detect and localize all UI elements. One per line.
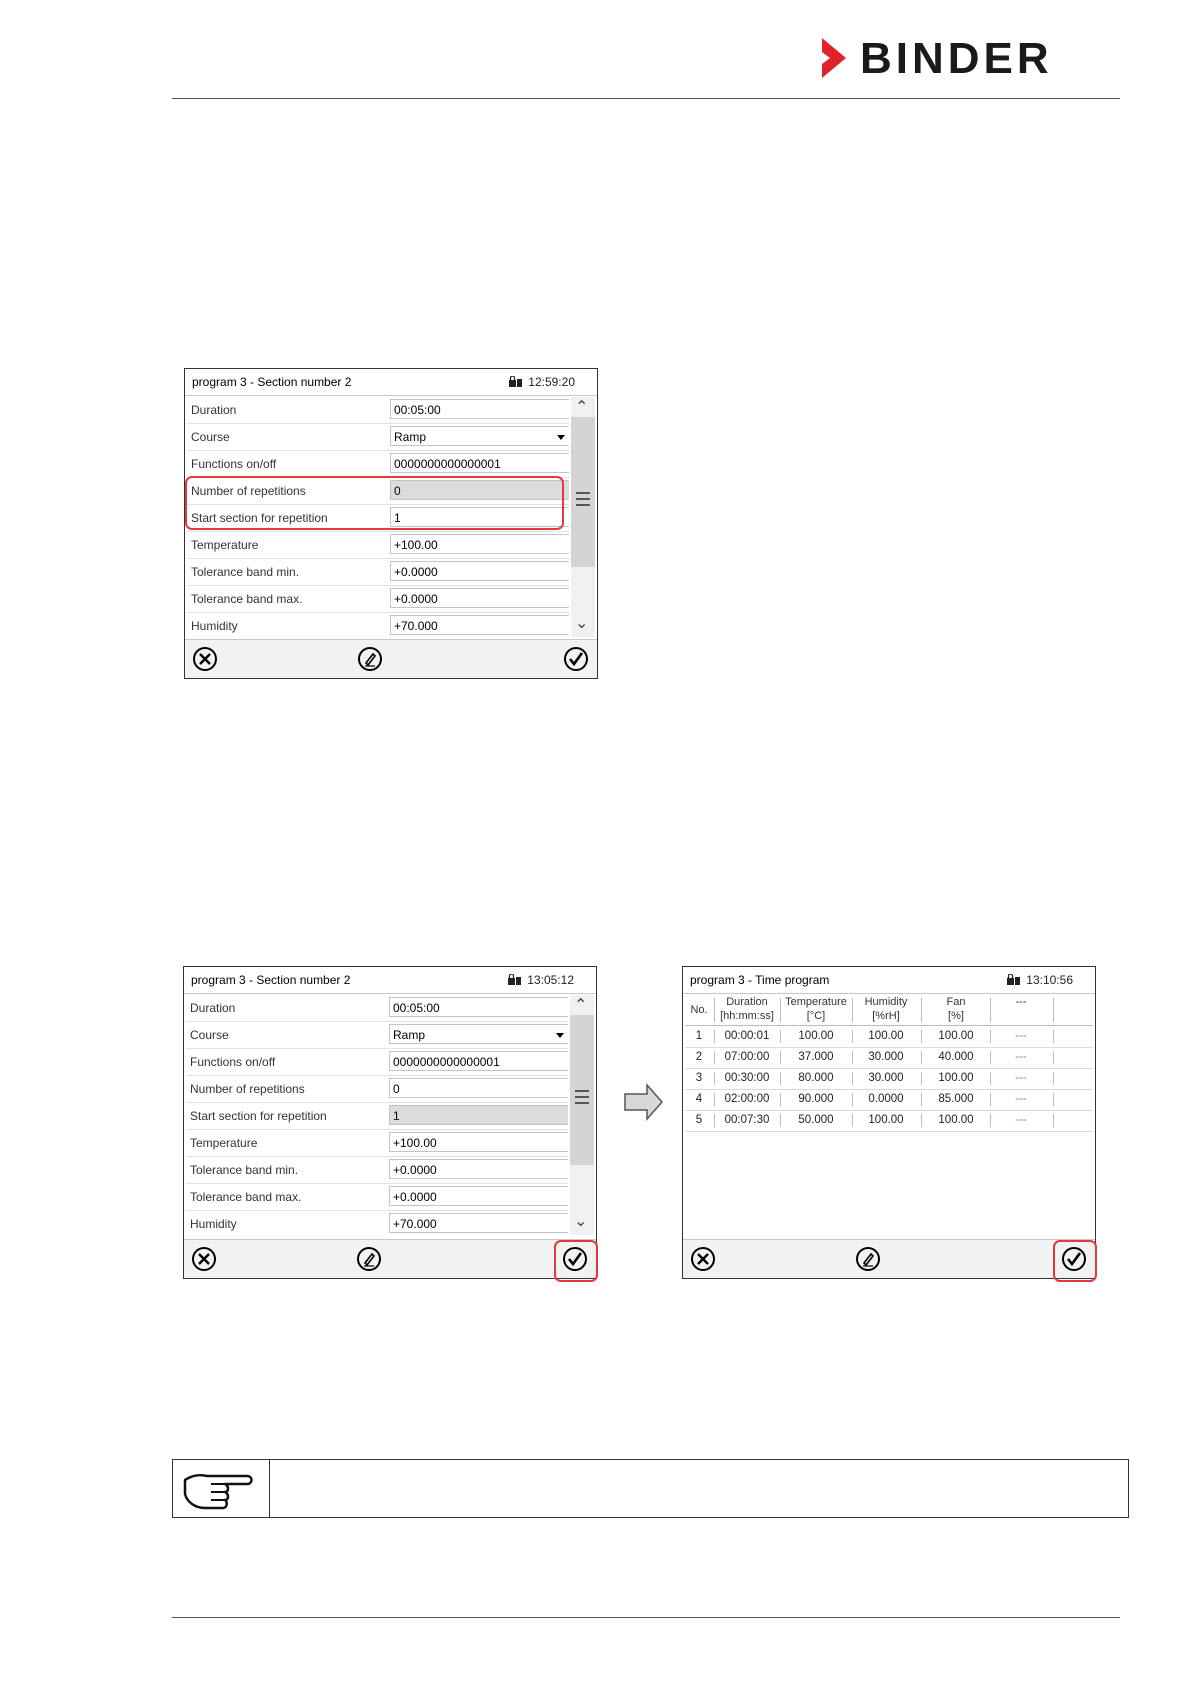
course-select[interactable] xyxy=(389,1024,568,1044)
table-row[interactable] xyxy=(685,1090,1093,1111)
column-header-no: No. xyxy=(690,1004,708,1016)
row-functions[interactable] xyxy=(187,451,569,478)
column-header-extra: --- xyxy=(1015,996,1027,1008)
row-label: Number of repetitions xyxy=(191,484,306,498)
cell-extra: --- xyxy=(1015,1072,1027,1084)
column-separator xyxy=(921,1051,922,1064)
column-separator xyxy=(714,998,715,1022)
cell-extra: --- xyxy=(1015,1030,1027,1042)
column-separator xyxy=(852,1114,853,1127)
cell-extra: --- xyxy=(1015,1093,1027,1105)
row-humidity[interactable] xyxy=(187,613,569,635)
row-tol-max[interactable] xyxy=(187,586,569,613)
scroll-down-icon[interactable]: ⌄ xyxy=(575,615,589,632)
header-rule xyxy=(172,98,1120,99)
column-separator xyxy=(1053,1114,1054,1127)
column-header-temperature xyxy=(781,995,851,1023)
row-label: Number of repetitions xyxy=(190,1082,305,1096)
section-edit-screen-2 xyxy=(183,966,597,1279)
cell-duration: 00:30:00 xyxy=(724,1072,770,1084)
lock-icon xyxy=(508,974,521,985)
column-unit: [°C] xyxy=(806,1010,826,1022)
brand-name: BINDER xyxy=(860,34,1053,83)
cell-no: 3 xyxy=(695,1072,703,1084)
course-value: Ramp xyxy=(394,430,427,444)
row-humidity[interactable] xyxy=(186,1211,568,1233)
column-separator xyxy=(990,1051,991,1064)
binder-logo xyxy=(820,34,1120,83)
confirm-highlight xyxy=(554,1240,598,1282)
scroll-down-icon[interactable]: ⌄ xyxy=(574,1213,588,1230)
column-separator xyxy=(714,1072,715,1085)
row-functions[interactable] xyxy=(186,1049,568,1076)
cell-duration: 00:07:30 xyxy=(724,1114,770,1126)
edit-icon[interactable] xyxy=(357,646,383,672)
row-course[interactable] xyxy=(187,424,569,451)
column-separator xyxy=(921,1114,922,1127)
cell-humidity: 0.0000 xyxy=(868,1093,904,1105)
row-label: Functions on/off xyxy=(191,457,277,471)
cell-temperature: 100.00 xyxy=(798,1030,834,1042)
cancel-icon[interactable] xyxy=(191,1246,217,1272)
cell-humidity: 30.000 xyxy=(868,1051,904,1063)
humidity-field[interactable]: +70.000 xyxy=(389,1213,568,1233)
screen-title-bar xyxy=(683,967,1095,994)
screen-title-bar xyxy=(185,369,597,396)
note-box xyxy=(172,1459,1129,1518)
cancel-icon[interactable] xyxy=(690,1246,716,1272)
column-separator xyxy=(714,1051,715,1064)
cell-fan: 85.000 xyxy=(938,1093,974,1105)
row-label: Tolerance band min. xyxy=(191,565,300,579)
footer-rule xyxy=(172,1617,1120,1618)
right-arrow-icon xyxy=(622,1082,664,1122)
table-row[interactable] xyxy=(685,1048,1093,1069)
dropdown-arrow-icon xyxy=(557,435,565,440)
column-separator xyxy=(990,1093,991,1106)
cell-humidity: 100.00 xyxy=(868,1114,904,1126)
scroll-up-icon[interactable]: ⌃ xyxy=(574,997,588,1014)
cell-humidity: 100.00 xyxy=(868,1030,904,1042)
cell-no: 4 xyxy=(695,1093,703,1105)
row-label: Tolerance band min. xyxy=(190,1163,299,1177)
scroll-up-icon[interactable]: ⌃ xyxy=(575,399,589,416)
lock-icon xyxy=(509,376,522,387)
column-separator xyxy=(780,1114,781,1127)
column-separator xyxy=(990,1114,991,1127)
start-section-field[interactable]: 1 xyxy=(389,1105,568,1125)
column-separator xyxy=(1053,1051,1054,1064)
column-title: Humidity xyxy=(864,996,908,1008)
temperature-field[interactable]: +100.00 xyxy=(389,1132,568,1152)
cell-fan: 40.000 xyxy=(938,1051,974,1063)
cell-fan: 100.00 xyxy=(938,1072,974,1084)
menu-icon[interactable] xyxy=(576,492,590,506)
duration-field[interactable]: 00:05:00 xyxy=(390,399,569,419)
column-unit: [%] xyxy=(948,1010,964,1022)
start-section-field[interactable]: 1 xyxy=(390,507,569,527)
cell-temperature: 50.000 xyxy=(798,1114,834,1126)
scrollbar[interactable] xyxy=(570,995,594,1235)
row-label: Tolerance band max. xyxy=(190,1190,302,1204)
column-header-fan xyxy=(923,995,989,1023)
column-title: Fan xyxy=(946,996,966,1008)
row-label: Temperature xyxy=(190,1136,258,1150)
scrollbar[interactable] xyxy=(571,397,595,637)
table-row[interactable] xyxy=(685,1111,1093,1132)
column-separator xyxy=(1053,998,1054,1022)
cell-extra: --- xyxy=(1015,1051,1027,1063)
cell-temperature: 80.000 xyxy=(798,1072,834,1084)
edit-icon[interactable] xyxy=(356,1246,382,1272)
tolerance-max-field[interactable]: +0.0000 xyxy=(389,1186,568,1206)
confirm-icon[interactable] xyxy=(563,646,589,672)
cell-extra: --- xyxy=(1015,1114,1027,1126)
table-header xyxy=(685,995,1093,1026)
row-label: Course xyxy=(190,1028,229,1042)
column-separator xyxy=(852,1051,853,1064)
column-separator xyxy=(714,1114,715,1127)
clock: 13:05:12 xyxy=(527,973,574,987)
column-separator xyxy=(921,1030,922,1043)
bottom-bar xyxy=(683,1239,1095,1278)
column-separator xyxy=(990,1030,991,1043)
pointing-hand-icon xyxy=(181,1464,261,1512)
column-unit: [%rH] xyxy=(872,1010,900,1022)
column-separator xyxy=(852,1072,853,1085)
tolerance-min-field[interactable]: +0.0000 xyxy=(389,1159,568,1179)
column-separator xyxy=(780,998,781,1022)
duration-field[interactable]: 00:05:00 xyxy=(389,997,568,1017)
tolerance-max-field[interactable]: +0.0000 xyxy=(390,588,569,608)
row-label: Start section for repetition xyxy=(190,1109,327,1123)
row-label: Humidity xyxy=(191,619,238,633)
column-separator xyxy=(852,1030,853,1043)
row-label: Duration xyxy=(190,1001,236,1015)
column-header-duration xyxy=(715,995,779,1023)
column-title: Temperature xyxy=(785,996,847,1008)
course-value: Ramp xyxy=(393,1028,426,1042)
column-separator xyxy=(1053,1030,1054,1043)
dropdown-arrow-icon xyxy=(556,1033,564,1038)
repetition-highlight xyxy=(185,476,564,530)
table-row[interactable] xyxy=(685,1069,1093,1090)
edit-icon[interactable] xyxy=(855,1246,881,1272)
row-tol-min[interactable] xyxy=(187,559,569,586)
time-program-screen xyxy=(682,966,1096,1279)
column-separator xyxy=(852,998,853,1022)
row-duration[interactable] xyxy=(186,995,568,1022)
menu-icon[interactable] xyxy=(575,1090,589,1104)
clock: 12:59:20 xyxy=(528,375,575,389)
cell-temperature: 37.000 xyxy=(798,1051,834,1063)
functions-field[interactable]: 0000000000000001 xyxy=(390,453,569,473)
humidity-field[interactable]: +70.000 xyxy=(390,615,569,635)
parameter-list xyxy=(186,995,568,1233)
cell-duration: 02:00:00 xyxy=(724,1093,770,1105)
row-duration[interactable] xyxy=(187,397,569,424)
repetitions-field[interactable]: 0 xyxy=(390,480,569,500)
row-label: Temperature xyxy=(191,538,259,552)
screen-title: program 3 - Section number 2 xyxy=(191,973,351,987)
repetitions-field[interactable]: 0 xyxy=(389,1078,568,1098)
row-course[interactable] xyxy=(186,1022,568,1049)
column-separator xyxy=(1053,1072,1054,1085)
cell-no: 5 xyxy=(695,1114,703,1126)
column-separator xyxy=(852,1093,853,1106)
cell-no: 1 xyxy=(695,1030,703,1042)
cell-humidity: 30.000 xyxy=(868,1072,904,1084)
column-separator xyxy=(780,1030,781,1043)
column-separator xyxy=(990,1072,991,1085)
column-separator xyxy=(780,1093,781,1106)
column-separator xyxy=(921,1093,922,1106)
row-tol-max[interactable] xyxy=(186,1184,568,1211)
row-repetitions[interactable] xyxy=(186,1076,568,1103)
screen-title: program 3 - Section number 2 xyxy=(192,375,352,389)
bottom-bar xyxy=(184,1239,596,1278)
column-header-humidity xyxy=(853,995,919,1023)
row-temperature[interactable] xyxy=(186,1130,568,1157)
functions-field[interactable]: 0000000000000001 xyxy=(389,1051,568,1071)
note-icon-cell xyxy=(173,1460,270,1517)
confirm-highlight xyxy=(1053,1240,1097,1282)
cancel-icon[interactable] xyxy=(192,646,218,672)
cell-temperature: 90.000 xyxy=(798,1093,834,1105)
screen-title-bar xyxy=(184,967,596,994)
lock-icon xyxy=(1007,974,1020,985)
row-temperature[interactable] xyxy=(187,532,569,559)
tolerance-min-field[interactable]: +0.0000 xyxy=(390,561,569,581)
column-separator xyxy=(921,998,922,1022)
logo-mark-icon xyxy=(820,38,850,78)
column-unit: [hh:mm:ss] xyxy=(720,1010,774,1022)
column-separator xyxy=(714,1093,715,1106)
column-separator xyxy=(714,1030,715,1043)
row-label: Start section for repetition xyxy=(191,511,328,525)
column-title: Duration xyxy=(726,996,768,1008)
clock: 13:10:56 xyxy=(1026,973,1073,987)
row-label: Tolerance band max. xyxy=(191,592,303,606)
bottom-bar xyxy=(185,639,597,678)
cell-fan: 100.00 xyxy=(938,1030,974,1042)
column-separator xyxy=(780,1072,781,1085)
screen-title: program 3 - Time program xyxy=(690,973,830,987)
row-label: Course xyxy=(191,430,230,444)
cell-no: 2 xyxy=(695,1051,703,1063)
course-select[interactable] xyxy=(390,426,569,446)
column-separator xyxy=(921,1072,922,1085)
column-separator xyxy=(990,998,991,1022)
cell-duration: 00:00:01 xyxy=(724,1030,770,1042)
temperature-field[interactable]: +100.00 xyxy=(390,534,569,554)
column-separator xyxy=(1053,1093,1054,1106)
column-separator xyxy=(780,1051,781,1064)
row-label: Functions on/off xyxy=(190,1055,276,1069)
cell-fan: 100.00 xyxy=(938,1114,974,1126)
cell-duration: 07:00:00 xyxy=(724,1051,770,1063)
row-label: Duration xyxy=(191,403,237,417)
row-label: Humidity xyxy=(190,1217,237,1231)
table-row[interactable] xyxy=(685,1027,1093,1048)
row-tol-min[interactable] xyxy=(186,1157,568,1184)
row-start-section[interactable] xyxy=(186,1103,568,1130)
